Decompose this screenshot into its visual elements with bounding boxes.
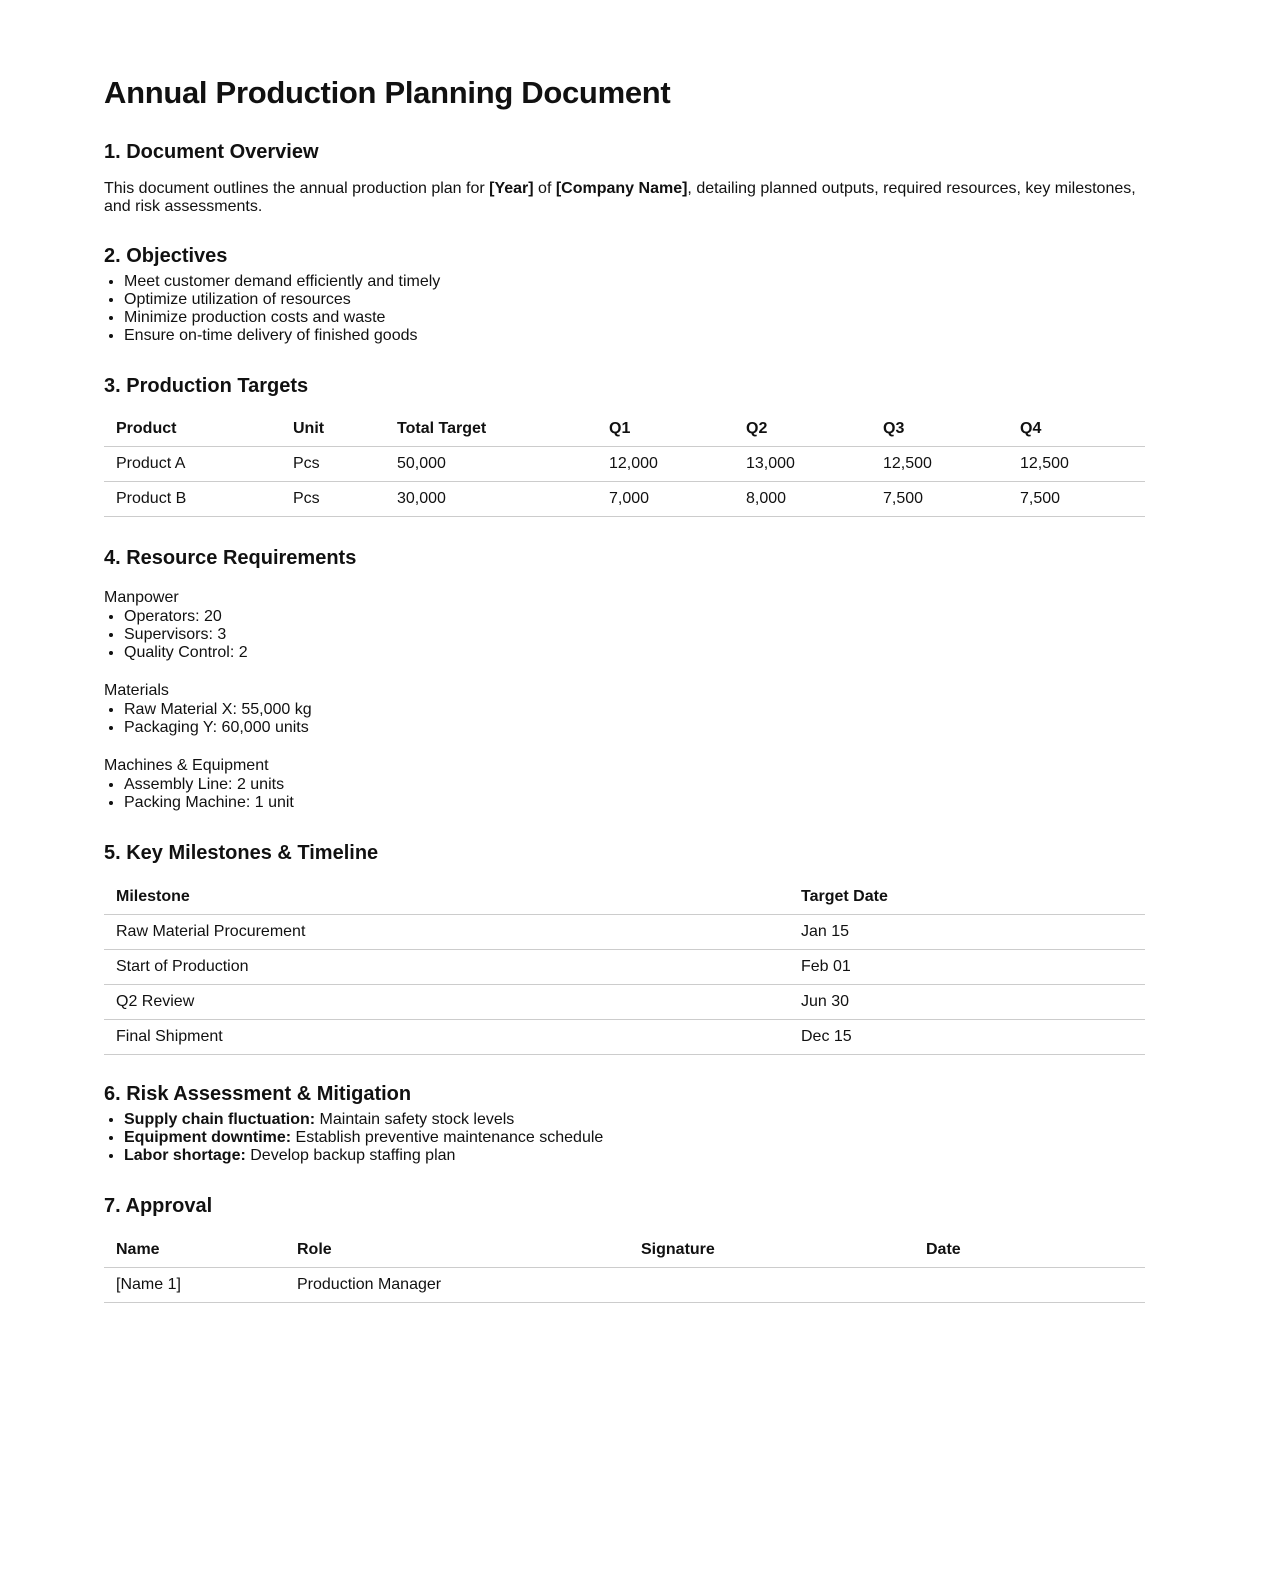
table-cell: 50,000 xyxy=(385,447,597,482)
table-cell: Jan 15 xyxy=(789,915,1145,950)
list-item: • Minimize production costs and waste xyxy=(124,309,440,327)
list-item: • Packaging Y: 60,000 units xyxy=(124,719,312,737)
risks-list xyxy=(104,1111,603,1165)
risk-mitigation: Establish preventive maintenance schedule xyxy=(291,1129,604,1146)
milestones-heading: 5. Key Milestones & Timeline xyxy=(104,842,379,864)
column-header-product: Product xyxy=(104,412,281,447)
table-cell: 7,500 xyxy=(871,482,1008,517)
table-cell: 12,500 xyxy=(1008,447,1145,482)
overview-text-before: This document outlines the annual production plan for xyxy=(104,180,490,197)
table-cell: 30,000 xyxy=(385,482,597,517)
table-cell: Product A xyxy=(104,447,281,482)
table-row xyxy=(104,915,1145,950)
list-item: • Meet customer demand efficiently and timely xyxy=(124,273,440,291)
table-cell: 7,500 xyxy=(1008,482,1145,517)
table-cell: Jun 30 xyxy=(789,985,1145,1020)
list-item: • Ensure on-time delivery of finished goods xyxy=(124,327,440,345)
column-header-target-date: Target Date xyxy=(789,880,1145,915)
list-item xyxy=(124,1147,603,1165)
column-header-q2: Q2 xyxy=(734,412,871,447)
overview-year: [Year] xyxy=(489,180,534,197)
list-item: • Packing Machine: 1 unit xyxy=(124,794,294,812)
document-title: Annual Production Planning Document xyxy=(104,75,671,110)
table-row xyxy=(104,1268,1145,1303)
table-cell: Feb 01 xyxy=(789,950,1145,985)
table-cell: Final Shipment xyxy=(104,1020,789,1055)
table-cell xyxy=(914,1268,1145,1303)
table-cell: Q2 Review xyxy=(104,985,789,1020)
manpower-list xyxy=(104,608,248,662)
machines-label: Machines & Equipment xyxy=(104,757,269,774)
overview-company: [Company Name] xyxy=(555,180,688,197)
list-item: • Raw Material X: 55,000 kg xyxy=(124,701,312,719)
approval-table xyxy=(104,1233,1145,1303)
overview-text-mid: of xyxy=(533,180,556,197)
table-row xyxy=(104,482,1145,517)
risk-mitigation: Maintain safety stock levels xyxy=(315,1111,515,1128)
table-cell: [Name 1] xyxy=(104,1268,285,1303)
risk-name: Supply chain fluctuation: xyxy=(124,1111,316,1128)
column-header-q3: Q3 xyxy=(871,412,1008,447)
risk-mitigation: Develop backup staffing plan xyxy=(245,1147,456,1164)
objectives-list xyxy=(104,273,440,345)
table-cell: Pcs xyxy=(281,447,385,482)
column-header-name: Name xyxy=(104,1233,285,1268)
overview-heading: 1. Document Overview xyxy=(104,141,319,163)
materials-list xyxy=(104,701,312,737)
table-cell: Raw Material Procurement xyxy=(104,915,789,950)
table-cell: Dec 15 xyxy=(789,1020,1145,1055)
column-header-signature: Signature xyxy=(629,1233,914,1268)
table-cell: 12,500 xyxy=(871,447,1008,482)
list-item xyxy=(124,1129,603,1147)
list-item: • Quality Control: 2 xyxy=(124,644,248,662)
overview-paragraph xyxy=(104,180,1145,216)
column-header-q1: Q1 xyxy=(597,412,734,447)
objectives-heading: 2. Objectives xyxy=(104,245,228,267)
table-cell: Pcs xyxy=(281,482,385,517)
risk-name: Labor shortage: xyxy=(124,1147,246,1164)
list-item: • Assembly Line: 2 units xyxy=(124,776,294,794)
risk-name: Equipment downtime: xyxy=(124,1129,292,1146)
table-cell: 8,000 xyxy=(734,482,871,517)
approval-heading: 7. Approval xyxy=(104,1195,213,1217)
table-cell: Product B xyxy=(104,482,281,517)
column-header-date: Date xyxy=(914,1233,1145,1268)
materials-label: Materials xyxy=(104,682,169,699)
column-header-role: Role xyxy=(285,1233,629,1268)
column-header-total-target: Total Target xyxy=(385,412,597,447)
table-cell: 13,000 xyxy=(734,447,871,482)
table-cell: 12,000 xyxy=(597,447,734,482)
table-row xyxy=(104,1020,1145,1055)
approval-table-viewport xyxy=(104,1233,1145,1293)
table-cell: 7,000 xyxy=(597,482,734,517)
signature-cell xyxy=(629,1268,914,1303)
column-header-milestone: Milestone xyxy=(104,880,789,915)
risks-heading: 6. Risk Assessment & Mitigation xyxy=(104,1083,412,1105)
resources-heading: 4. Resource Requirements xyxy=(104,547,357,569)
column-header-unit: Unit xyxy=(281,412,385,447)
table-cell: Start of Production xyxy=(104,950,789,985)
list-item: • Optimize utilization of resources xyxy=(124,291,440,309)
list-item: • Supervisors: 3 xyxy=(124,626,248,644)
list-item: • Operators: 20 xyxy=(124,608,248,626)
overview-text-after: , detailing planned outputs, required resources, key milestones, and risk assessments. xyxy=(104,180,1136,215)
production-targets-table xyxy=(104,412,1145,517)
targets-heading: 3. Production Targets xyxy=(104,375,309,397)
table-row xyxy=(104,950,1145,985)
list-item xyxy=(124,1111,603,1129)
manpower-label: Manpower xyxy=(104,589,179,606)
table-header-row xyxy=(104,880,1145,915)
table-row xyxy=(104,985,1145,1020)
column-header-q4: Q4 xyxy=(1008,412,1145,447)
table-header-row xyxy=(104,412,1145,447)
machines-list xyxy=(104,776,294,812)
table-cell: Production Manager xyxy=(285,1268,629,1303)
table-row xyxy=(104,447,1145,482)
table-header-row xyxy=(104,1233,1145,1268)
milestones-table xyxy=(104,880,1145,1055)
